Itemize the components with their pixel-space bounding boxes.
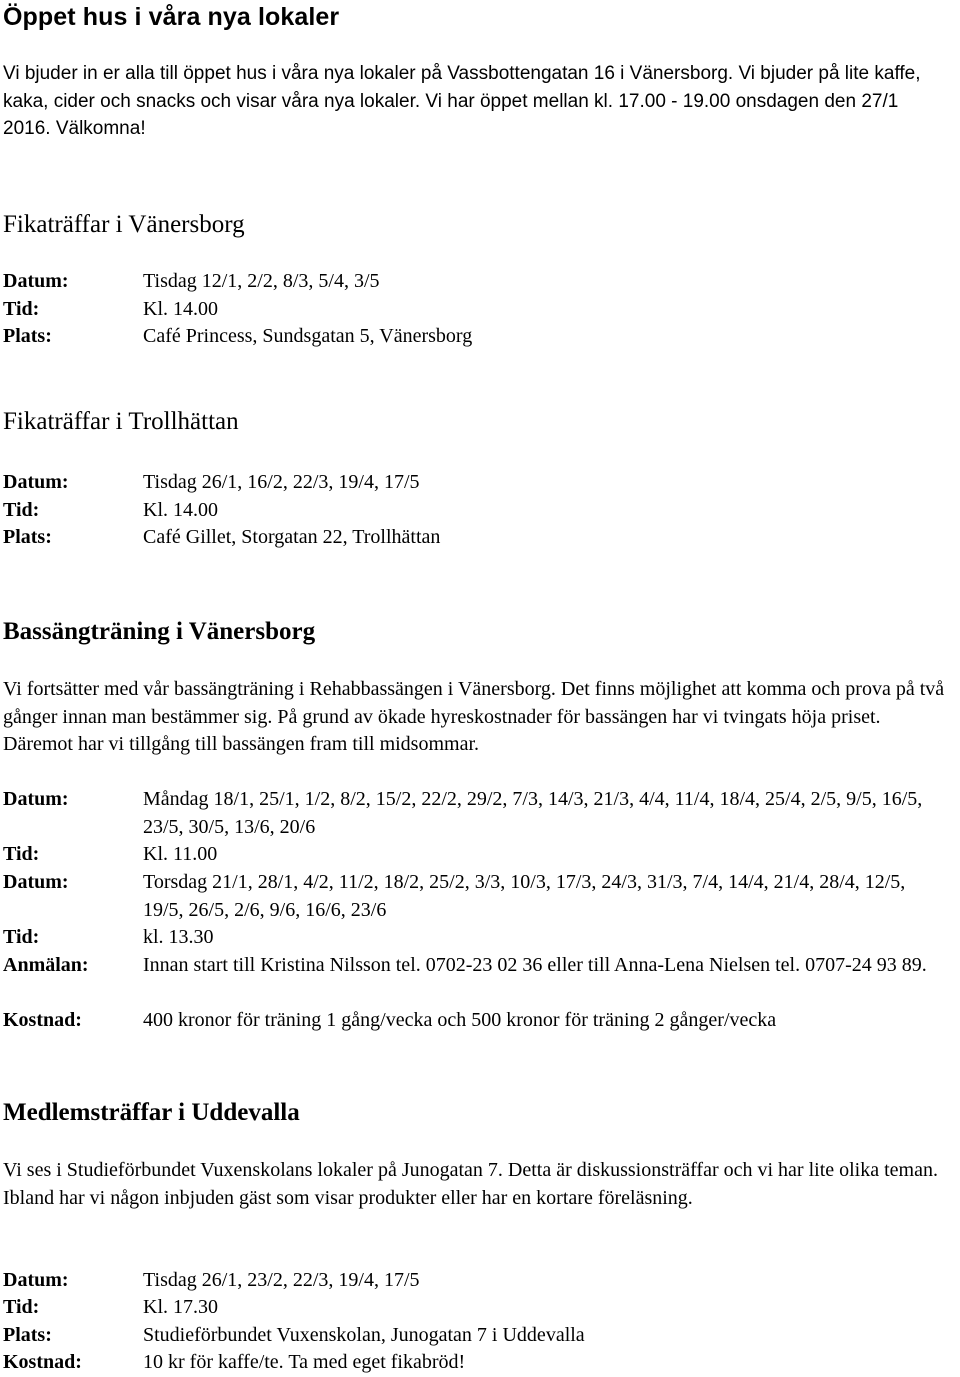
- row-value: Tisdag 26/1, 16/2, 22/3, 19/4, 17/5: [143, 471, 420, 493]
- fika-vanersborg-heading: Fikaträffar i Vänersborg: [3, 211, 245, 238]
- open-house-text: Vi bjuder in er alla till öppet hus i våra nya lokaler på Vassbottengatan 16 i Vänersborg. Vi bjuder på lite kaffe, kaka, cider och snacks och visar våra nya lokaler. Vi har öppet mellan kl. 17.00 - 19.00 onsdagen den 27/1 2016. Välkomna!: [3, 63, 921, 139]
- row-label: Tid:: [3, 1296, 40, 1318]
- row-value: kl. 13.30: [143, 926, 214, 948]
- row-label: Plats:: [3, 325, 52, 347]
- bassang-heading: Bassängträning i Vänersborg: [3, 618, 316, 645]
- row-label: Tid:: [3, 926, 40, 948]
- row-value: Kl. 11.00: [143, 843, 218, 865]
- row-value: Studieförbundet Vuxenskolan, Junogatan 7 i Uddevalla: [143, 1324, 585, 1346]
- row-label: Plats:: [3, 1324, 52, 1346]
- row-label: Plats:: [3, 526, 52, 548]
- row-label: Tid:: [3, 298, 40, 320]
- row-value: Kl. 14.00: [143, 298, 218, 320]
- open-house-heading: Öppet hus i våra nya lokaler: [3, 3, 340, 31]
- uddevalla-heading: Medlemsträffar i Uddevalla: [3, 1099, 300, 1126]
- row-label: Datum:: [3, 871, 69, 893]
- fika-trollhattan-heading: Fikaträffar i Trollhättan: [3, 408, 239, 435]
- row-label: Kostnad:: [3, 1351, 82, 1373]
- row-value: Måndag 18/1, 25/1, 1/2, 8/2, 15/2, 22/2, 29/2, 7/3, 14/3, 21/3, 4/4, 11/4, 18/4, 25/4, 2/5, 9/5, 16/5, 23/5, 30/5, 13/6, 20/6: [143, 788, 923, 838]
- row-value: Café Princess, Sundsgatan 5, Vänersborg: [143, 325, 473, 347]
- row-label: Datum:: [3, 1269, 69, 1291]
- row-value: Innan start till Kristina Nilsson tel. 0702-23 02 36 eller till Anna-Lena Nielsen tel. 0707-24 93 89.: [143, 954, 927, 976]
- row-value: 10 kr för kaffe/te. Ta med eget fikabröd!: [143, 1351, 466, 1373]
- row-value: 400 kronor för träning 1 gång/vecka och 500 kronor för träning 2 gånger/vecka: [143, 1009, 777, 1031]
- row-value: Café Gillet, Storgatan 22, Trollhättan: [143, 526, 441, 548]
- row-label: Datum:: [3, 788, 69, 810]
- row-label: Anmälan:: [3, 954, 89, 976]
- row-value: Torsdag 21/1, 28/1, 4/2, 11/2, 18/2, 25/2, 3/3, 10/3, 17/3, 24/3, 31/3, 7/4, 14/4, 21/4, 28/4, 12/5, 19/5, 26/5, 2/6, 9/6, 16/6, 23/6: [143, 871, 906, 921]
- row-label: Datum:: [3, 471, 69, 493]
- row-label: Tid:: [3, 843, 40, 865]
- row-label: Kostnad:: [3, 1009, 82, 1031]
- row-label: Datum:: [3, 270, 69, 292]
- bassang-text: Vi fortsätter med vår bassängträning i Rehabbassängen i Vänersborg. Det finns möjlighet att komma och prova på två gånger innan man bestämmer sig. På grund av ökade hyreskostnader för bassängen har vi tvingats höja priset. Däremot har vi tillgång till bassängen fram till midsommar.: [3, 678, 945, 755]
- row-value: Kl. 14.00: [143, 499, 218, 521]
- row-value: Kl. 17.30: [143, 1296, 218, 1318]
- row-value: Tisdag 26/1, 23/2, 22/3, 19/4, 17/5: [143, 1269, 420, 1291]
- row-label: Tid:: [3, 499, 40, 521]
- row-value: Tisdag 12/1, 2/2, 8/3, 5/4, 3/5: [143, 270, 380, 292]
- uddevalla-text: Vi ses i Studieförbundet Vuxenskolans lokaler på Junogatan 7. Detta är diskussionsträffar och vi har lite olika teman. Ibland har vi någon inbjuden gäst som visar produkter eller har en kortare föreläsning.: [3, 1159, 938, 1209]
